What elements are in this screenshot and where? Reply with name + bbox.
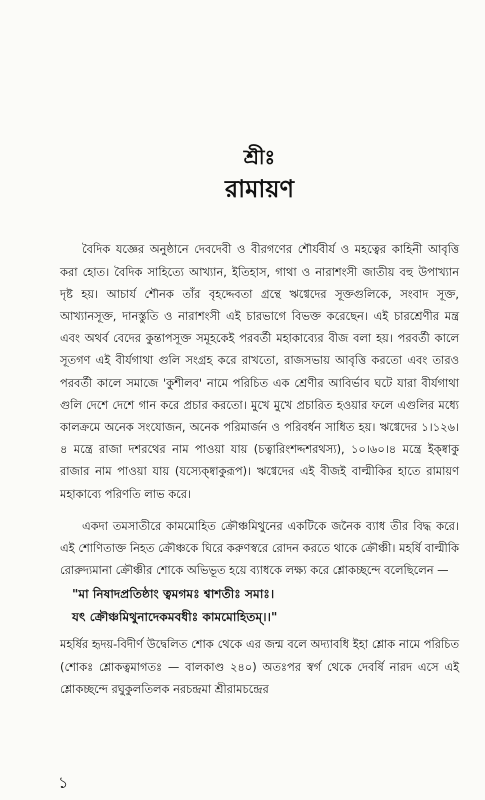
verse-line-1: "মা নিষাদপ্রতিষ্ঠাং ত্বমগমঃ শ্বাশতীঃ সমাঃ। xyxy=(72,587,275,602)
paragraph-shloka-origin: মহর্ষির হৃদয়-বিদীর্ণ উদ্বেলিত শোক থেকে এর জন্ম বলে অদ্যাবধি ইহা শ্লোক নামে পরিচিত (শোকঃ শ্লোকত্বমাগতঃ — বালকাণ্ড ২৪০) অতঃপর স্বর্গ থেকে দেবর্ষি নারদ এসে এই শ্লোকচ্ছন্দে রঘুকুলতিলক নরচন্দ্রমা শ্রীরামচন্দ্রের xyxy=(60,637,459,696)
verse-line-2: যৎ ক্রৌঞ্চমিথুনাদেকমবধীঃ কামমোহিতম্।।" xyxy=(72,610,278,625)
page-number: ১ xyxy=(58,773,69,792)
paragraph-krauncha-story: একদা তমসাতীরে কামমোহিত ক্রৌঞ্চমিথুনের একটিকে জনৈক ব্যাধ তীর বিদ্ধ করে। এই শোণিতাক্ত নিহত ক্রৌঞ্চকে ঘিরে করুণস্বরে রোদন করতে থাকে ক্রৌঞ্চী। মহর্ষি বাল্মীকি রোরুদ্যমানা ক্রৌঞ্চীর শোকে অভিভূত হয়ে ব্যাধকে লক্ষ্য করে শ্লোকচ্ছন্দে বলেছিলেন — xyxy=(60,518,459,578)
paragraph-vedic-origins: বৈদিক যজ্ঞের অনুষ্ঠানে দেবদেবী ও বীরগণের শৌর্যবীর্য ও মহত্বের কাহিনী আবৃত্তি করা হোত। বৈদিক সাহিত্যে আখ্যান, ইতিহাস, গাথা ও নারাশংসী জাতীয় বহু উপাখ্যান দৃষ্ট হয়। আচার্য শৌনক তাঁর বৃহদ্দেবতা গ্রন্থে ঋগ্বেদের সূক্তগুলিকে, সংবাদ সূক্ত, আখ্যানসূক্ত, দানস্তুতি ও নারাশংসী এই চারভাগে বিভক্ত করেছেন। এই চারশ্রেণীর মন্ত্র এবং অথর্ব বেদের কুন্তাপসূক্ত সমূহকেই পরবর্তী মহাকাব্যের বীজ বলা হয়। পরবর্তী কালে সূতগণ এই বীর্যগাথা গুলি সংগ্রহ করে রাখতো, রাজসভায় আবৃত্তি করতো এবং তারও পরবর্তী কালে সমাজে 'কুশীলব' নামে পরিচিত এক শ্রেণীর আবির্ভাব ঘটে যারা বীর্যগাথা গুলি দেশে দেশে গান করে প্রচার করতো। মুখে মুখে প্রচারিত হওয়ার ফলে এগুলির মধ্যে কালক্রমে অনেক সংযোজন, অনেক পরিমার্জন ও পরিবর্ধন সাধিত হয়। ঋগ্বেদের ১।১২৬।৪ মন্ত্রে রাজা দশরথের নাম পাওয়া যায় (চত্বারিংশদ্দশরথস্য), ১০।৬০।৪ মন্ত্রে ইক্ষ্বাকু রাজার নাম পাওয়া যায় (যস্যেক্ষ্বাকুরূপ)। ঋগ্বেদের এই বীজই বাল্মীকির হাতে রামায়ণ মহাকাব্যে পরিণতি লাভ করে। xyxy=(60,242,459,501)
invocation-heading: শ্রীঃ xyxy=(243,145,276,169)
shloka-verse xyxy=(60,583,459,629)
chapter-title: রামায়ণ xyxy=(224,175,295,203)
